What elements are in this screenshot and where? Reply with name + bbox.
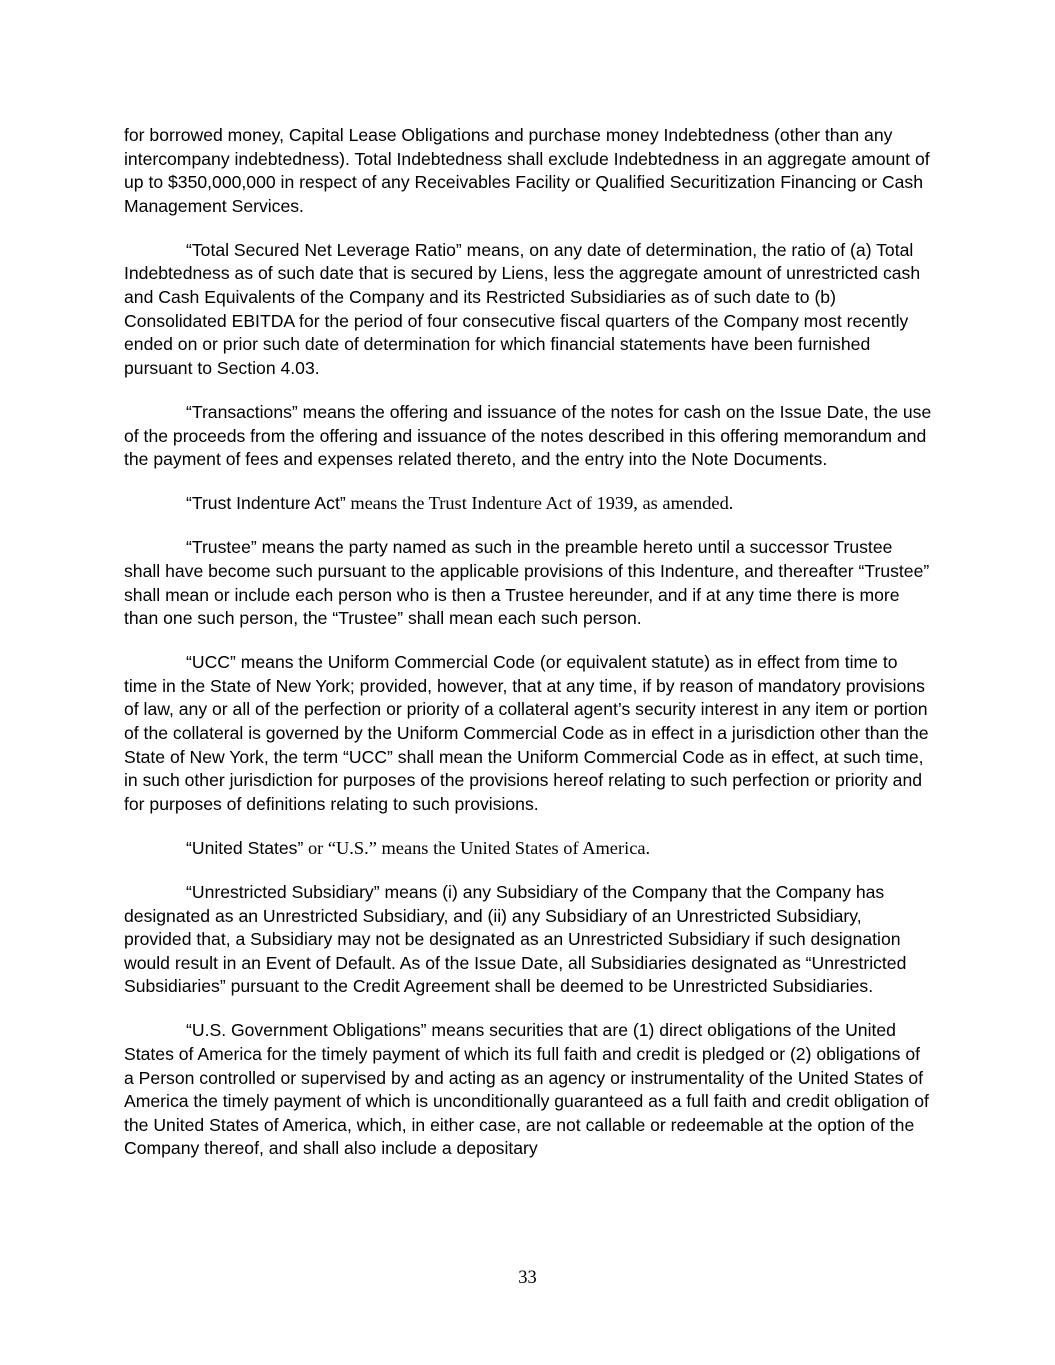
defined-term: “U.S. Government Obligations” [186, 1020, 427, 1041]
page-body [124, 124, 932, 1181]
definition-text: means securities that are (1) direct obligations of the United States of America for the timely payment of which its full faith and credit is pledged or (2) obligations of a Person controlled or supervised by and acting as an agency or instrumentality of the United States of America the timely payment of which is unconditionally guaranteed as a full faith and credit obligation of the United States of America, which, in either case, are not callable or redeemable at the option of the Company thereof, and shall also include a depositary [124, 1020, 929, 1159]
definition-text: means the Trust Indenture Act of 1939, as amended. [345, 493, 734, 514]
definition-text: means the party named as such in the preamble hereto until a successor Trustee shall have become such pursuant to the applicable provisions of this Indenture, and thereafter “Trustee” shall mean or include each person who is then a Trustee hereunder, and if at any time there is more than one such person, the “Trustee” shall mean each such person. [124, 537, 930, 629]
defined-term: “Trustee” [186, 537, 257, 558]
defined-term: “Transactions” [186, 401, 298, 422]
definition-text: means, on any date of determination, the ratio of (a) Total Indebtedness as of such date that is secured by Liens, less the aggregate amount of unrestricted cash and Cash Equivalents of the Company and its Restricted Subsidiaries as of such date to (b) Consolidated EBITDA for the period of four consecutive fiscal quarters of the Company most recently ended on or prior such date of determination for which financial statements have been furnished pursuant to Section 4.03. [124, 239, 921, 378]
definition-transactions [124, 401, 932, 472]
definition-text: means (i) any Subsidiary of the Company that the Company has designated as an Unrestricted Subsidiary, and (ii) any Subsidiary of an Unrestricted Subsidiary, provided that, a Subsidiary may not be designated as an Unrestricted Subsidiary if such designation would result in an Event of Default. As of the Issue Date, all Subsidiaries designated as “Unrestricted Subsidiaries” pursuant to the Credit Agreement shall be deemed to be Unrestricted Subsidiaries. [124, 881, 907, 997]
definition-text: or “U.S.” means the United States of America. [303, 837, 651, 858]
definition-united-states [124, 837, 932, 861]
definition-total-secured-net-leverage-ratio [124, 239, 932, 381]
defined-term: “Total Secured Net Leverage Ratio” [186, 239, 462, 260]
defined-term: “United States” [186, 837, 304, 858]
definition-text: means the offering and issuance of the notes for cash on the Issue Date, the use of the proceeds from the offering and issuance of the notes described in this offering memorandum and the payment of fees and expenses related thereto, and the entry into the Note Documents. [124, 401, 932, 470]
definition-trust-indenture-act [124, 492, 932, 516]
definition-trustee [124, 536, 932, 630]
defined-term: “Unrestricted Subsidiary” [186, 881, 380, 902]
paragraph-text: for borrowed money, Capital Lease Obligations and purchase money Indebtedness (other than any intercompany indebtedness). Total Indebtedness shall exclude Indebtedness in an aggregate amount of up to $350,000,000 in respect of any Receivables Facility or Qualified Securitization Financing or Cash Management Services. [124, 125, 930, 216]
page-number: 33 [518, 1268, 537, 1288]
defined-term: “Trust Indenture Act” [186, 493, 346, 514]
definition-unrestricted-subsidiary [124, 881, 932, 999]
definition-text: means the Uniform Commercial Code (or equivalent statute) as in effect from time to time in the State of New York; provided, however, that at any time, if by reason of mandatory provisions of law, any or all of the perfection or priority of a collateral agent’s security interest in any item or portion of the collateral is governed by the Uniform Commercial Code as in effect in a jurisdiction other than the State of New York, the term “UCC” shall mean the Uniform Commercial Code as in effect, at such time, in such other jurisdiction for purposes of the provisions hereof relating to such perfection or priority and for purposes of definitions relating to such provisions. [124, 652, 929, 814]
definition-us-government-obligations [124, 1019, 932, 1161]
defined-term: “UCC” [186, 652, 236, 673]
paragraph-continuation [124, 124, 932, 218]
definition-ucc [124, 651, 932, 816]
